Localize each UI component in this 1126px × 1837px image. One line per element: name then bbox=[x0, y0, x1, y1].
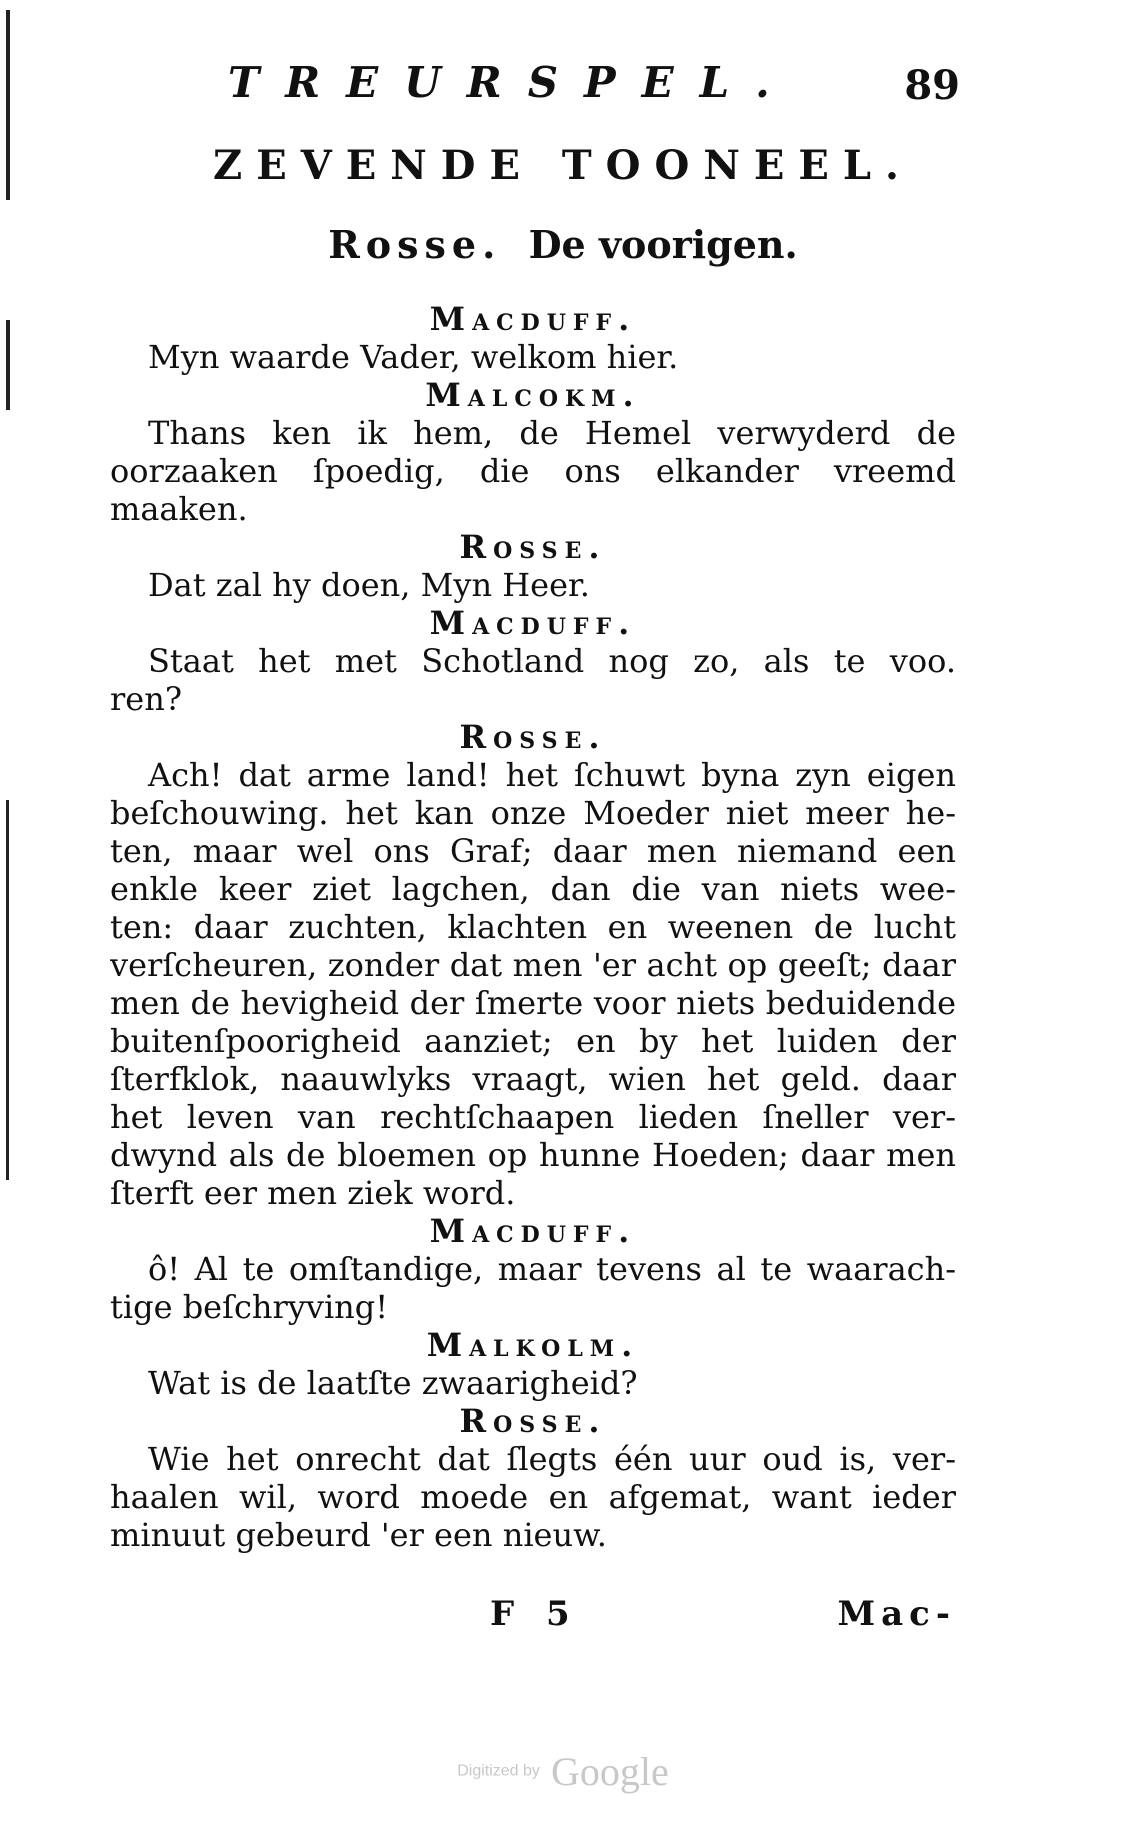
running-title: TREURSPEL. bbox=[228, 58, 796, 107]
signature-mark: F 5 bbox=[490, 1594, 580, 1634]
dialogue-line: Ach! dat arme land! het ſchuwt byna zyn eigen bbox=[148, 756, 956, 794]
dialogue-line: dwynd als de bloemen op hunne Hoeden; daar men bbox=[110, 1136, 956, 1174]
digitization-watermark bbox=[0, 1748, 1126, 1795]
dialogue-line: Myn waarde Vader, welkom hier. bbox=[148, 338, 679, 376]
dialogue-line: verſcheuren, zonder dat men 'er acht op geeſt; daar bbox=[110, 946, 956, 984]
page-edge-shadow bbox=[6, 320, 10, 410]
dialogue-line: enkle keer ziet lagchen, dan die van niets wee- bbox=[110, 870, 956, 908]
speaker-name: Macduff. bbox=[429, 1212, 637, 1250]
dialogue-line: Thans ken ik hem, de Hemel verwyderd de bbox=[148, 414, 956, 452]
dialogue-line: ren? bbox=[110, 680, 182, 718]
speaker-name: Malcokm. bbox=[425, 376, 641, 414]
dialogue-line: men de hevigheid der ſmerte voor niets beduidende bbox=[110, 984, 956, 1022]
dialogue-line: Dat zal hy doen, Myn Heer. bbox=[148, 566, 590, 604]
speaker-name: Rosse. bbox=[459, 1402, 607, 1440]
dialogue-body bbox=[110, 300, 956, 1554]
dialogue-line: haalen wil, word moede en afgemat, want ieder bbox=[110, 1478, 956, 1516]
dialogue-line: buitenſpoorigheid aanziet; en by het luiden der bbox=[110, 1022, 956, 1060]
scene-cast bbox=[0, 222, 1126, 267]
speaker-name: Macduff. bbox=[429, 300, 637, 338]
scene-title: ZEVENDE TOONEEL. bbox=[213, 142, 913, 189]
dialogue-line: ſterft eer men ziek word. bbox=[110, 1174, 516, 1212]
watermark-logo: Google bbox=[551, 1749, 669, 1794]
cast-others: De voorigen. bbox=[528, 222, 798, 267]
cast-speaker: Rosse. bbox=[328, 222, 502, 267]
speaker-name: Rosse. bbox=[459, 528, 607, 566]
speaker-name: Rosse. bbox=[459, 718, 607, 756]
dialogue-line: ô! Al te omſtandige, maar tevens al te waarach- bbox=[148, 1250, 956, 1288]
catchword: Mac- bbox=[837, 1594, 956, 1634]
dialogue-line: maaken. bbox=[110, 490, 248, 528]
dialogue-line: Wat is de laatſte zwaarigheid? bbox=[148, 1364, 638, 1402]
dialogue-line: minuut gebeurd 'er een nieuw. bbox=[110, 1516, 607, 1554]
dialogue-line: Wie het onrecht dat ſlegts één uur oud is, ver- bbox=[148, 1440, 956, 1478]
dialogue-line: ſterfklok, naauwlyks vraagt, wien het geld. daar bbox=[110, 1060, 956, 1098]
dialogue-line: het leven van rechtſchaapen lieden ſneller ver- bbox=[110, 1098, 956, 1136]
page-number: 89 bbox=[904, 62, 960, 109]
dialogue-line: Staat het met Schotland nog zo, als te voo. bbox=[148, 642, 956, 680]
page-edge-shadow bbox=[6, 800, 9, 1180]
speaker-name: Macduff. bbox=[429, 604, 637, 642]
page-header bbox=[228, 58, 968, 118]
dialogue-line: tige beſchryving! bbox=[110, 1288, 389, 1326]
dialogue-line: ten, maar wel ons Graf; daar men niemand een bbox=[110, 832, 956, 870]
speaker-name: Malkolm. bbox=[426, 1326, 640, 1364]
dialogue-line: oorzaaken ſpoedig, die ons elkander vreemd bbox=[110, 452, 956, 490]
watermark-prefix: Digitized by bbox=[457, 1762, 540, 1780]
dialogue-line: beſchouwing. het kan onze Moeder niet meer he- bbox=[110, 794, 956, 832]
dialogue-line: ten: daar zuchten, klachten en weenen de lucht bbox=[110, 908, 956, 946]
page-footer bbox=[110, 1594, 956, 1638]
